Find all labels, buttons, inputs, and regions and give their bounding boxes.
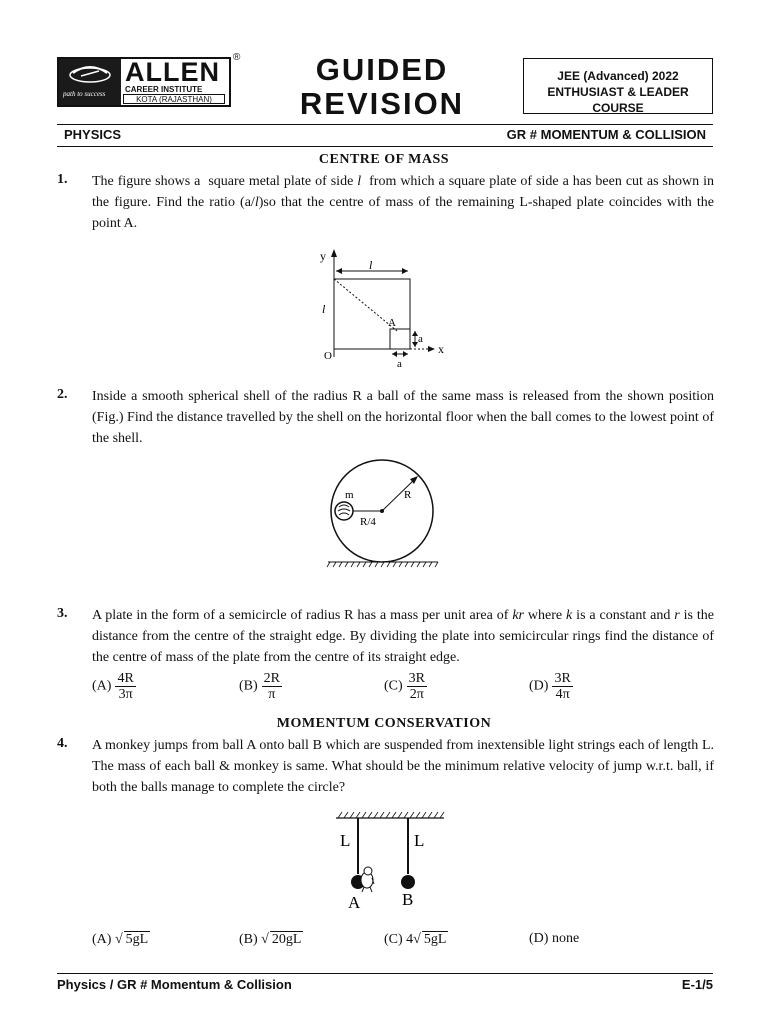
option-denominator: 4π: [555, 687, 570, 702]
course-line1: JEE (Advanced) 2022: [557, 69, 679, 83]
fig2-label-R4: R/4: [360, 516, 376, 528]
topic-label: GR # MOMENTUM & COLLISION: [506, 127, 706, 142]
course-box: [523, 58, 713, 114]
allen-logo: [57, 57, 231, 107]
question-1-figure: [300, 245, 470, 370]
page-number: E-1/5: [681, 977, 713, 992]
fig4-label-B: B: [402, 890, 414, 909]
option-numerator: 2R: [263, 671, 281, 686]
question-4-option-c[interactable]: [384, 931, 448, 948]
question-3-option-c[interactable]: [384, 671, 427, 702]
option-label: (A): [92, 932, 112, 947]
option-label: (C): [384, 932, 403, 947]
option-label: (D): [529, 678, 549, 694]
fig4-label-L1: L: [340, 831, 351, 850]
fig1-label-a-bottom: a: [397, 358, 402, 370]
section-title-momentum-conservation: MOMENTUM CONSERVATION: [276, 716, 492, 731]
footer-subject: Physics / GR # Momentum & Collision: [57, 977, 292, 992]
registered-mark: ®: [233, 52, 241, 63]
option-prefix: 4: [406, 932, 414, 947]
page-title-line1: GUIDED: [315, 52, 449, 87]
question-2-number: 2.: [57, 387, 68, 402]
question-2-text: Inside a smooth spherical shell of the radius R a ball of the same mass is released from the shown position (Fig.) Find the distance travelled by the shell on the horizontal floor when the ball comes to the lowest point of the shell.: [92, 389, 714, 446]
page-title-line2: REVISION: [299, 86, 465, 121]
radical-sign: √: [261, 932, 269, 947]
header-divider-top: [57, 124, 713, 125]
brand-subtitle: CAREER INSTITUTE: [125, 85, 203, 94]
question-4-text: A monkey jumps from ball A onto ball B which are suspended from inextensible light strings each of length L. The mass of each ball & monkey is same. What should be the minimum relative velocity of jump w.r.t. ball, if both the balls manage to complete the circle?: [92, 738, 714, 795]
fig1-label-a-right: a: [418, 333, 423, 345]
brand-name: ALLEN: [125, 57, 220, 87]
option-label: (D): [529, 931, 549, 946]
option-numerator: 3R: [554, 671, 571, 686]
question-3-option-a[interactable]: [92, 671, 136, 702]
option-label: (A): [92, 678, 112, 694]
logo-tagline: path to success: [63, 90, 106, 98]
question-1-number: 1.: [57, 172, 68, 187]
brand-city: KOTA (RAJASTHAN): [123, 94, 225, 104]
page-title: [292, 53, 472, 121]
option-radicand: 5gL: [423, 932, 447, 947]
fig2-label-m: m: [345, 489, 354, 501]
fig1-label-y: y: [320, 249, 326, 263]
question-1-text: The figure shows a square metal plate of side l from which a square plate of side a has been cut as shown in the figure. Find the ratio (a/l)so that the centre of mass of the remaining L-shaped plate coincides with the point A.: [92, 174, 714, 231]
option-numerator: 4R: [117, 671, 134, 686]
fig1-label-x: x: [438, 342, 444, 356]
option-text: none: [551, 931, 580, 946]
question-3-number: 3.: [57, 606, 68, 621]
emblem-icon: [59, 59, 121, 89]
option-label: (B): [239, 678, 258, 694]
fig4-label-A: A: [348, 893, 361, 912]
header-divider-bottom: [57, 146, 713, 147]
question-4-number: 4.: [57, 736, 68, 751]
question-3-text: A plate in the form of a semicircle of radius R has a mass per unit area of kr where k is a constant and r is the distance from the centre of the straight edge. By dividing the plate into semicircular rings find the distance of the centre of mass of the plate from the centre of its straight edge.: [92, 608, 714, 665]
course-line2: ENTHUSIAST & LEADER COURSE: [547, 85, 689, 115]
option-denominator: 3π: [118, 687, 133, 702]
option-denominator: π: [268, 687, 276, 702]
question-4-figure: [330, 808, 450, 912]
option-numerator: 3R: [408, 671, 426, 686]
option-radicand: 20gL: [271, 932, 302, 947]
option-label: (C): [384, 678, 403, 694]
fig1-label-O: O: [324, 350, 332, 362]
question-3-option-d[interactable]: [529, 671, 573, 702]
question-4-option-b[interactable]: [239, 931, 303, 948]
allen-emblem: [59, 59, 121, 105]
fig1-label-A: A: [388, 317, 396, 329]
fig4-label-L2: L: [414, 831, 425, 850]
question-3-option-b[interactable]: [239, 671, 282, 702]
section-title-centre-of-mass: CENTRE OF MASS: [318, 152, 450, 167]
fig1-label-l-top: l: [369, 258, 373, 272]
option-radicand: 5gL: [125, 932, 149, 947]
radical-sign: √: [114, 932, 123, 947]
radical-sign: √: [413, 932, 421, 947]
question-4-option-d[interactable]: [529, 931, 579, 947]
footer-divider: [57, 973, 713, 974]
subject-label: PHYSICS: [64, 127, 122, 142]
fig1-label-l-side: l: [322, 302, 326, 316]
option-denominator: 2π: [409, 687, 424, 702]
question-2-figure: [320, 458, 445, 568]
question-4-option-a[interactable]: [92, 931, 150, 948]
fig2-label-R: R: [404, 489, 412, 501]
option-label: (B): [239, 932, 258, 947]
